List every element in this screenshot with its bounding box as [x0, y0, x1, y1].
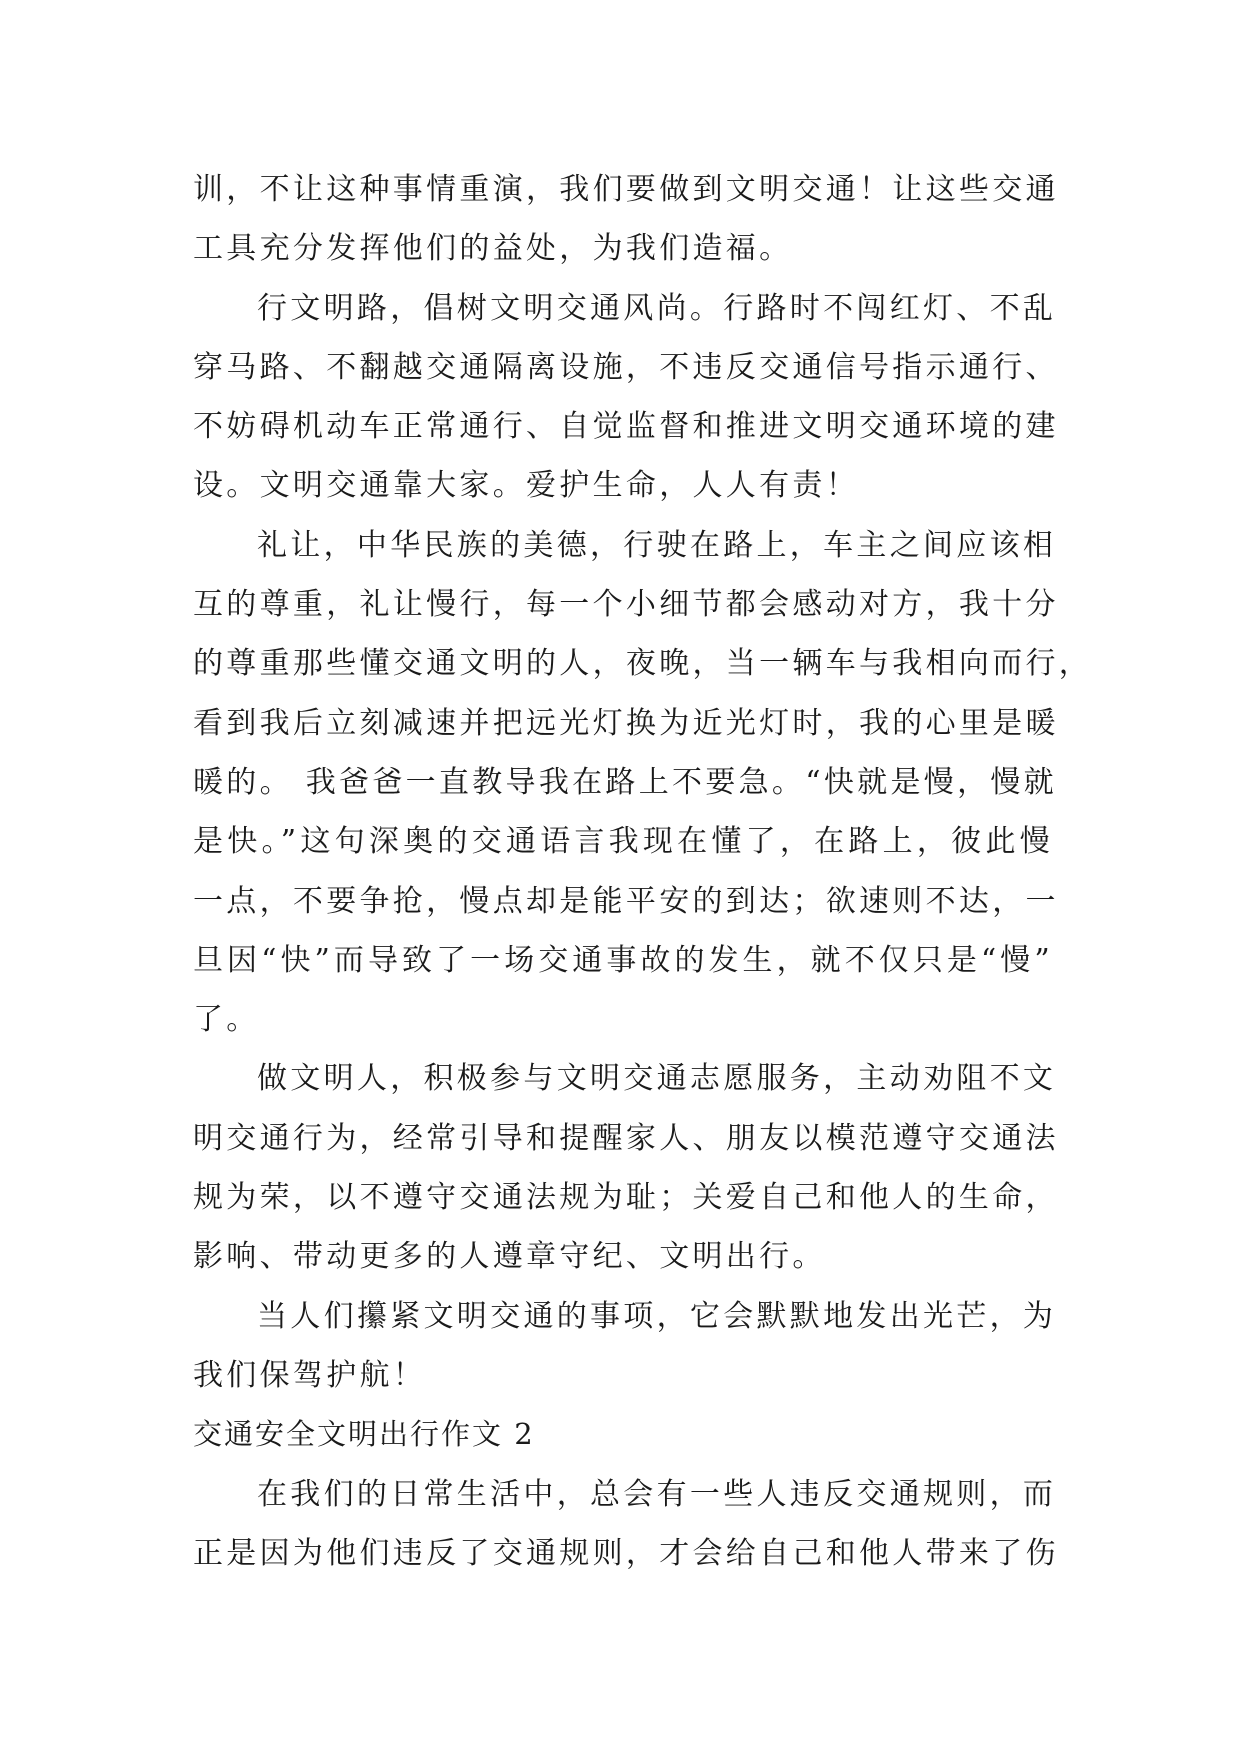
- text-line: 规为荣，以不遵守交通法规为耻；关爱自己和他人的生命，: [193, 1180, 1059, 1216]
- text-line: 一点，不要争抢，慢点却是能平安的到达；欲速则不达，一: [193, 883, 1059, 919]
- text-line: 看到我后立刻减速并把远光灯换为近光灯时，我的心里是暖: [193, 705, 1059, 741]
- text-line: 穿马路、不翻越交通隔离设施，不违反交通信号指示通行、: [193, 349, 1059, 385]
- text-line: 设。文明交通靠大家。爱护生命，人人有责！: [193, 468, 859, 504]
- text-line: 行文明路，倡树文明交通风尚。行路时不闯红灯、不乱: [257, 290, 1057, 326]
- text-line: 明交通行为，经常引导和提醒家人、朋友以模范遵守交通法: [193, 1120, 1059, 1156]
- text-line: 做文明人，积极参与文明交通志愿服务，主动劝阻不文: [257, 1061, 1057, 1097]
- text-line: 旦因“快”而导致了一场交通事故的发生，就不仅只是“慢”: [193, 942, 1053, 978]
- text-line: 礼让，中华民族的美德，行驶在路上，车主之间应该相: [257, 527, 1057, 563]
- text-line: 我们保驾护航！: [193, 1357, 427, 1393]
- text-line: 影响、带动更多的人遵章守纪、文明出行。: [193, 1239, 826, 1275]
- text-line: 工具充分发挥他们的益处，为我们造福。: [193, 231, 793, 267]
- section-heading: 交通安全文明出行作文 2: [193, 1417, 535, 1452]
- text-line: 互的尊重，礼让慢行，每一个小细节都会感动对方，我十分: [193, 587, 1059, 623]
- document-body: [193, 160, 1093, 1583]
- text-line: 不妨碍机动车正常通行、自觉监督和推进文明交通环境的建: [193, 409, 1059, 445]
- text-line: 暖的。 我爸爸一直教导我在路上不要急。“快就是慢，慢就: [193, 764, 1057, 800]
- text-line: 是快。”这句深奥的交通语言我现在懂了，在路上，彼此慢: [193, 824, 1053, 860]
- text-line: 正是因为他们违反了交通规则，才会给自己和他人带来了伤: [193, 1535, 1059, 1571]
- text-line: 在我们的日常生活中，总会有一些人违反交通规则，而: [257, 1476, 1057, 1512]
- text-line: 当人们攥紧文明交通的事项，它会默默地发出光芒，为: [257, 1298, 1057, 1334]
- text-line: 训，不让这种事情重演，我们要做到文明交通！让这些交通: [193, 172, 1059, 207]
- text-line: 的尊重那些懂交通文明的人，夜晚，当一辆车与我相向而行，: [193, 646, 1093, 682]
- text-line: 了。: [193, 1002, 260, 1038]
